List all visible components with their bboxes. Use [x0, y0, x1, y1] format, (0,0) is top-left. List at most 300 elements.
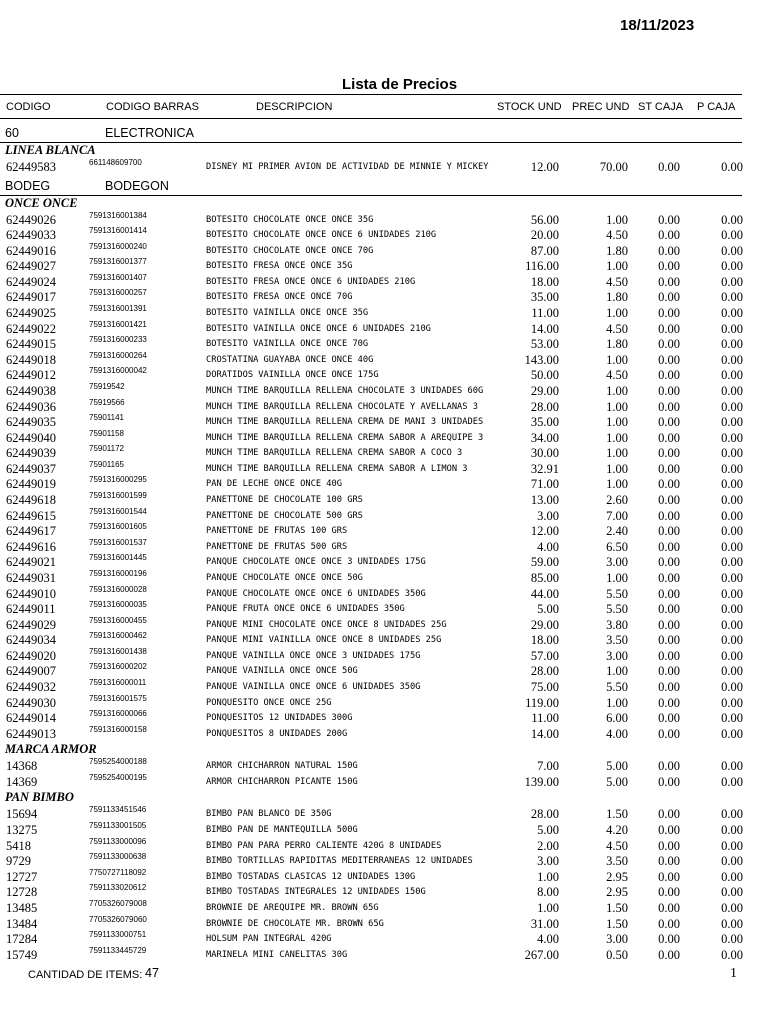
- item-code: 13485: [6, 900, 38, 915]
- item-stock-und: 29.00: [530, 617, 559, 632]
- item-code: 62449036: [6, 399, 56, 414]
- item-code: 62449020: [6, 648, 56, 663]
- item-st-caja: 0.00: [658, 602, 680, 617]
- col-header-descripcion: DESCRIPCION: [256, 101, 333, 113]
- item-prec-und: 3.50: [606, 633, 628, 648]
- item-st-caja: 0.00: [658, 586, 680, 601]
- item-p-caja: 0.00: [721, 337, 743, 352]
- item-st-caja: 0.00: [658, 321, 680, 336]
- item-prec-und: 4.50: [606, 368, 628, 383]
- item-description: PANETTONE DE FRUTAS 100 GRS: [206, 526, 348, 537]
- item-code: 5418: [6, 838, 31, 853]
- item-stock-und: 56.00: [530, 212, 559, 227]
- item-description: ARMOR CHICHARRON NATURAL 150G: [206, 761, 358, 772]
- item-description: BIMBO PAN DE MANTEQUILLA 500G: [206, 825, 358, 836]
- item-barcode: 661148609700: [89, 158, 142, 167]
- item-st-caja: 0.00: [658, 932, 680, 947]
- item-description: BIMBO TOSTADAS CLASICAS 12 UNIDADES 130G: [206, 871, 416, 882]
- item-code: 62449014: [6, 711, 56, 726]
- item-st-caja: 0.00: [658, 869, 680, 884]
- item-barcode: 7591316001384: [89, 210, 147, 220]
- item-prec-und: 4.50: [606, 228, 628, 243]
- item-st-caja: 0.00: [658, 274, 680, 289]
- item-prec-und: 1.80: [606, 290, 628, 305]
- item-prec-und: 1.00: [606, 352, 628, 367]
- item-count-value: 47: [145, 966, 159, 980]
- item-description: MUNCH TIME BARQUILLA RELLENA CREMA SABOR A AREQUIPE 3: [206, 432, 484, 443]
- item-st-caja: 0.00: [658, 664, 680, 679]
- item-p-caja: 0.00: [721, 807, 743, 822]
- item-description: PANETTONE DE CHOCOLATE 100 GRS: [206, 495, 363, 506]
- item-code: 14368: [6, 759, 38, 774]
- item-code: 62449021: [6, 555, 56, 570]
- item-prec-und: 4.50: [606, 838, 628, 853]
- item-barcode: 7591316001599: [89, 491, 147, 501]
- item-p-caja: 0.00: [721, 539, 743, 554]
- item-description: BOTESITO CHOCOLATE ONCE ONCE 6 UNIDADES 210G: [206, 230, 437, 241]
- item-code: 62449016: [6, 243, 56, 258]
- item-stock-und: 12.00: [530, 524, 559, 539]
- item-description: ARMOR CHICHARRON PICANTE 150G: [206, 776, 358, 787]
- report-date: 18/11/2023: [620, 17, 695, 34]
- item-description: PONQUESITOS 8 UNIDADES 200G: [206, 728, 348, 739]
- item-barcode: 7591316001421: [89, 319, 147, 329]
- table-row: [0, 321, 768, 337]
- item-code: 62449012: [6, 368, 56, 383]
- item-barcode: 7591133000751: [89, 930, 147, 940]
- item-st-caja: 0.00: [658, 711, 680, 726]
- item-stock-und: 18.00: [530, 274, 559, 289]
- item-description: PANQUE MINI VAINILLA ONCE ONCE 8 UNIDADES 25G: [206, 635, 442, 646]
- item-stock-und: 20.00: [530, 228, 559, 243]
- item-p-caja: 0.00: [721, 726, 743, 741]
- item-prec-und: 1.00: [606, 570, 628, 585]
- item-prec-und: 1.00: [606, 430, 628, 445]
- item-barcode: 7591316000202: [89, 662, 147, 672]
- item-description: BOTESITO FRESA ONCE ONCE 35G: [206, 261, 353, 272]
- item-st-caja: 0.00: [658, 352, 680, 367]
- item-prec-und: 1.80: [606, 337, 628, 352]
- item-description: PANQUE VAINILLA ONCE ONCE 50G: [206, 666, 358, 677]
- item-st-caja: 0.00: [658, 617, 680, 632]
- category-code: 60: [5, 126, 19, 140]
- item-prec-und: 1.00: [606, 695, 628, 710]
- item-st-caja: 0.00: [658, 900, 680, 915]
- item-barcode: 7591316001445: [89, 553, 147, 563]
- item-stock-und: 5.00: [537, 823, 559, 838]
- item-p-caja: 0.00: [721, 212, 743, 227]
- item-st-caja: 0.00: [658, 368, 680, 383]
- item-barcode: 7591316001377: [89, 257, 147, 267]
- item-stock-und: 116.00: [525, 259, 559, 274]
- item-description: BOTESITO VAINILLA ONCE ONCE 70G: [206, 339, 369, 350]
- item-barcode: 7591316001414: [89, 226, 147, 236]
- table-row: [0, 774, 768, 790]
- item-description: MUNCH TIME BARQUILLA RELLENA CHOCOLATE 3 UNIDADES 60G: [206, 385, 484, 396]
- table-row: [0, 159, 768, 175]
- item-stock-und: 1.00: [537, 869, 559, 884]
- item-prec-und: 70.00: [599, 160, 628, 174]
- item-code: 62449618: [6, 493, 56, 508]
- item-p-caja: 0.00: [721, 854, 743, 869]
- item-p-caja: 0.00: [721, 838, 743, 853]
- item-st-caja: 0.00: [658, 759, 680, 774]
- item-barcode: 7591316000042: [89, 366, 147, 376]
- item-st-caja: 0.00: [658, 290, 680, 305]
- item-st-caja: 0.00: [658, 259, 680, 274]
- item-stock-und: 143.00: [524, 352, 559, 367]
- item-code: 62449017: [6, 290, 56, 305]
- item-stock-und: 13.00: [530, 493, 559, 508]
- item-st-caja: 0.00: [658, 570, 680, 585]
- item-stock-und: 35.00: [530, 290, 559, 305]
- header-bottom-rule: [0, 118, 742, 119]
- item-code: 62449040: [6, 430, 56, 445]
- item-prec-und: 5.00: [606, 759, 628, 774]
- item-prec-und: 6.00: [606, 711, 628, 726]
- item-stock-und: 11.00: [531, 711, 559, 726]
- item-p-caja: 0.00: [721, 399, 743, 414]
- item-st-caja: 0.00: [658, 807, 680, 822]
- item-p-caja: 0.00: [721, 711, 743, 726]
- item-p-caja: 0.00: [721, 352, 743, 367]
- item-description: PANETTONE DE FRUTAS 500 GRS: [206, 541, 348, 552]
- item-stock-und: 11.00: [531, 306, 559, 321]
- item-st-caja: 0.00: [658, 228, 680, 243]
- item-description: MUNCH TIME BARQUILLA RELLENA CREMA DE MANI 3 UNIDADES: [206, 417, 484, 428]
- item-description: PANQUE MINI CHOCOLATE ONCE ONCE 8 UNIDADES 25G: [206, 619, 447, 630]
- item-st-caja: 0.00: [658, 446, 680, 461]
- item-p-caja: 0.00: [721, 430, 743, 445]
- item-p-caja: 0.00: [721, 947, 743, 962]
- item-prec-und: 4.20: [606, 823, 628, 838]
- item-prec-und: 5.00: [606, 774, 628, 789]
- item-st-caja: 0.00: [658, 383, 680, 398]
- item-description: DISNEY MI PRIMER AVION DE ACTIVIDAD DE MINNIE Y MICKEY: [206, 162, 489, 172]
- item-barcode: 7591133001505: [89, 821, 147, 831]
- item-p-caja: 0.00: [721, 477, 743, 492]
- item-barcode: 7591316000257: [89, 288, 147, 298]
- item-stock-und: 2.00: [537, 838, 559, 853]
- item-st-caja: 0.00: [658, 337, 680, 352]
- item-code: 13275: [6, 823, 38, 838]
- item-stock-und: 50.00: [530, 368, 559, 383]
- item-p-caja: 0.00: [721, 885, 743, 900]
- subgroup-header: ONCE ONCE: [5, 195, 78, 210]
- item-p-caja: 0.00: [721, 586, 743, 601]
- item-prec-und: 1.50: [606, 900, 628, 915]
- item-p-caja: 0.00: [721, 916, 743, 931]
- item-st-caja: 0.00: [658, 493, 680, 508]
- category-rule: [0, 142, 742, 143]
- item-stock-und: 8.00: [537, 885, 559, 900]
- item-stock-und: 32.91: [530, 461, 559, 476]
- item-code: 17284: [6, 932, 38, 947]
- item-stock-und: 75.00: [530, 679, 559, 694]
- item-stock-und: 53.00: [530, 337, 559, 352]
- item-st-caja: 0.00: [658, 695, 680, 710]
- item-stock-und: 28.00: [530, 399, 559, 414]
- item-prec-und: 3.00: [606, 932, 628, 947]
- item-barcode: 7705326079060: [89, 914, 147, 924]
- category-name: ELECTRONICA: [105, 126, 194, 140]
- item-st-caja: 0.00: [658, 415, 680, 430]
- category-code: BODEG: [5, 178, 51, 193]
- subgroup-header: LINEA BLANCA: [5, 143, 96, 157]
- item-description: PANQUE CHOCOLATE ONCE ONCE 50G: [206, 572, 363, 583]
- item-prec-und: 3.50: [606, 854, 628, 869]
- item-code: 62449024: [6, 274, 56, 289]
- item-barcode: 7591316001605: [89, 522, 147, 532]
- item-p-caja: 0.00: [721, 243, 743, 258]
- item-description: BIMBO TORTILLAS RAPIDITAS MEDITERRANEAS 12 UNIDADES: [206, 856, 473, 867]
- item-count-label: CANTIDAD DE ITEMS:: [28, 969, 143, 981]
- item-stock-und: 139.00: [524, 774, 559, 789]
- item-code: 62449037: [6, 461, 56, 476]
- item-stock-und: 3.00: [537, 508, 559, 523]
- item-stock-und: 14.00: [530, 321, 559, 336]
- item-description: BIMBO PAN PARA PERRO CALIENTE 420G 8 UNIDADES: [206, 840, 442, 851]
- item-p-caja: 0.00: [721, 368, 743, 383]
- item-stock-und: 28.00: [530, 664, 559, 679]
- item-stock-und: 18.00: [530, 633, 559, 648]
- item-st-caja: 0.00: [658, 838, 680, 853]
- item-p-caja: 0.00: [721, 259, 743, 274]
- item-barcode: 7750727118092: [89, 867, 147, 877]
- item-prec-und: 6.50: [606, 539, 628, 554]
- col-header-codigo-barras: CODIGO BARRAS: [106, 101, 199, 113]
- item-prec-und: 1.00: [606, 664, 628, 679]
- category-name: BODEGON: [105, 178, 169, 193]
- item-barcode: 7591316000233: [89, 335, 147, 345]
- item-st-caja: 0.00: [658, 679, 680, 694]
- item-prec-und: 2.95: [606, 885, 628, 900]
- item-description: MUNCH TIME BARQUILLA RELLENA CREMA SABOR A COCO 3: [206, 448, 463, 459]
- item-p-caja: 0.00: [721, 524, 743, 539]
- item-prec-und: 5.50: [606, 586, 628, 601]
- item-description: BOTESITO VAINILLA ONCE ONCE 35G: [206, 308, 369, 319]
- item-description: PAN DE LECHE ONCE ONCE 40G: [206, 479, 342, 490]
- item-barcode: 75901165: [89, 459, 124, 469]
- item-stock-und: 44.00: [530, 586, 559, 601]
- item-prec-und: 1.00: [606, 415, 628, 430]
- item-st-caja: 0.00: [658, 947, 680, 962]
- item-prec-und: 1.50: [606, 807, 628, 822]
- item-barcode: 7591316000011: [89, 677, 147, 687]
- item-code: 62449015: [6, 337, 56, 352]
- item-description: HOLSUM PAN INTEGRAL 420G: [206, 934, 332, 945]
- table-row: [0, 710, 768, 726]
- item-code: 12727: [6, 869, 38, 884]
- item-code: 62449027: [6, 259, 56, 274]
- item-description: BIMBO TOSTADAS INTEGRALES 12 UNIDADES 150G: [206, 887, 426, 898]
- item-prec-und: 1.00: [606, 306, 628, 321]
- item-prec-und: 4.50: [606, 274, 628, 289]
- item-prec-und: 1.00: [606, 259, 628, 274]
- item-prec-und: 2.40: [606, 524, 628, 539]
- item-code: 62449025: [6, 306, 56, 321]
- item-barcode: 75919566: [89, 397, 125, 407]
- item-barcode: 7591316000295: [89, 475, 147, 485]
- item-code: 14369: [6, 774, 38, 789]
- item-barcode: 75901172: [89, 444, 124, 454]
- item-barcode: 7705326079008: [89, 898, 147, 908]
- item-code: 62449007: [6, 664, 56, 679]
- item-description: CROSTATINA GUAYABA ONCE ONCE 40G: [206, 354, 374, 365]
- item-prec-und: 1.00: [606, 461, 628, 476]
- item-code: 62449031: [6, 570, 56, 585]
- report-title: Lista de Precios: [342, 76, 458, 93]
- item-stock-und: 57.00: [530, 648, 559, 663]
- item-st-caja: 0.00: [658, 160, 680, 174]
- item-description: BIMBO PAN BLANCO DE 350G: [206, 809, 332, 820]
- item-p-caja: 0.00: [721, 274, 743, 289]
- item-code: 62449030: [6, 695, 56, 710]
- item-stock-und: 7.00: [537, 759, 559, 774]
- item-barcode: 7591316001537: [89, 537, 147, 547]
- item-prec-und: 1.00: [606, 212, 628, 227]
- item-p-caja: 0.00: [721, 869, 743, 884]
- item-stock-und: 71.00: [530, 477, 559, 492]
- item-description: MUNCH TIME BARQUILLA RELLENA CHOCOLATE Y AVELLANAS 3: [206, 401, 478, 412]
- item-stock-und: 4.00: [537, 932, 559, 947]
- item-prec-und: 0.50: [606, 947, 628, 962]
- table-row: [0, 726, 768, 742]
- item-description: BROWNIE DE AREQUIPE MR. BROWN 65G: [206, 902, 379, 913]
- item-stock-und: 267.00: [524, 947, 559, 962]
- item-code: 62449038: [6, 383, 56, 398]
- header-top-rule: [0, 94, 742, 95]
- table-row: [0, 947, 768, 963]
- item-prec-und: 2.95: [606, 869, 628, 884]
- item-description: BOTESITO FRESA ONCE ONCE 70G: [206, 292, 353, 303]
- item-st-caja: 0.00: [658, 854, 680, 869]
- item-prec-und: 1.50: [606, 916, 628, 931]
- item-code: 62449583: [6, 160, 56, 174]
- item-prec-und: 3.00: [606, 555, 628, 570]
- item-p-caja: 0.00: [721, 900, 743, 915]
- item-stock-und: 87.00: [530, 243, 559, 258]
- item-description: PANQUE FRUTA ONCE ONCE 6 UNIDADES 350G: [206, 604, 405, 615]
- item-stock-und: 59.00: [530, 555, 559, 570]
- item-description: BOTESITO FRESA ONCE ONCE 6 UNIDADES 210G: [206, 276, 416, 287]
- item-st-caja: 0.00: [658, 508, 680, 523]
- item-barcode: 7591316000028: [89, 584, 147, 594]
- item-p-caja: 0.00: [721, 759, 743, 774]
- item-description: PANETTONE DE CHOCOLATE 500 GRS: [206, 510, 363, 521]
- item-p-caja: 0.00: [721, 932, 743, 947]
- item-barcode: 7591133020612: [89, 883, 147, 893]
- item-stock-und: 30.00: [530, 446, 559, 461]
- item-code: 15694: [6, 807, 38, 822]
- item-description: BROWNIE DE CHOCOLATE MR. BROWN 65G: [206, 918, 384, 929]
- item-st-caja: 0.00: [658, 430, 680, 445]
- item-code: 62449013: [6, 726, 56, 741]
- item-description: MARINELA MINI CANELITAS 30G: [206, 949, 348, 960]
- item-p-caja: 0.00: [721, 679, 743, 694]
- item-p-caja: 0.00: [721, 508, 743, 523]
- item-p-caja: 0.00: [721, 570, 743, 585]
- item-p-caja: 0.00: [721, 555, 743, 570]
- col-header-stock-und: STOCK UND: [497, 101, 562, 113]
- item-prec-und: 4.50: [606, 321, 628, 336]
- item-barcode: 7591316000066: [89, 709, 147, 719]
- item-p-caja: 0.00: [721, 415, 743, 430]
- item-barcode: 7591133451546: [89, 805, 147, 815]
- item-st-caja: 0.00: [658, 212, 680, 227]
- item-stock-und: 5.00: [537, 602, 559, 617]
- item-barcode: 7591133445729: [89, 945, 147, 955]
- item-st-caja: 0.00: [658, 243, 680, 258]
- item-barcode: 7591316001544: [89, 506, 147, 516]
- table-row: [0, 570, 768, 586]
- item-description: BOTESITO VAINILLA ONCE ONCE 6 UNIDADES 210G: [206, 323, 431, 334]
- item-code: 62449615: [6, 508, 56, 523]
- item-description: PONQUESITO ONCE ONCE 25G: [206, 697, 332, 708]
- item-barcode: 7591133000096: [89, 836, 147, 846]
- item-stock-und: 34.00: [530, 430, 559, 445]
- item-code: 62449011: [6, 602, 56, 617]
- item-p-caja: 0.00: [721, 290, 743, 305]
- item-description: DORATIDOS VAINILLA ONCE ONCE 175G: [206, 370, 379, 381]
- item-prec-und: 1.00: [606, 446, 628, 461]
- item-st-caja: 0.00: [658, 524, 680, 539]
- item-st-caja: 0.00: [658, 916, 680, 931]
- item-barcode: 7595254000195: [89, 772, 147, 782]
- item-stock-und: 31.00: [530, 916, 559, 931]
- item-prec-und: 1.00: [606, 399, 628, 414]
- item-code: 62449039: [6, 446, 56, 461]
- item-barcode: 7591316001407: [89, 272, 147, 282]
- item-prec-und: 5.50: [606, 679, 628, 694]
- item-barcode: 7591316000240: [89, 241, 147, 251]
- item-barcode: 7591316000035: [89, 600, 147, 610]
- col-header-p-caja: P CAJA: [697, 101, 736, 113]
- subgroup-header: MARCA ARMOR: [5, 742, 97, 757]
- col-header-prec-und: PREC UND: [572, 101, 630, 113]
- item-code: 62449032: [6, 679, 56, 694]
- item-description: BOTESITO CHOCOLATE ONCE ONCE 70G: [206, 245, 374, 256]
- item-p-caja: 0.00: [721, 602, 743, 617]
- item-code: 62449022: [6, 321, 56, 336]
- col-header-st-caja: ST CAJA: [638, 101, 684, 113]
- item-st-caja: 0.00: [658, 555, 680, 570]
- item-st-caja: 0.00: [658, 461, 680, 476]
- item-p-caja: 0.00: [721, 493, 743, 508]
- item-description: PANQUE VAINILLA ONCE ONCE 6 UNIDADES 350G: [206, 681, 421, 692]
- item-p-caja: 0.00: [721, 823, 743, 838]
- item-stock-und: 119.00: [525, 695, 559, 710]
- item-st-caja: 0.00: [658, 823, 680, 838]
- item-description: BOTESITO CHOCOLATE ONCE ONCE 35G: [206, 214, 374, 225]
- item-barcode: 7595254000188: [89, 757, 147, 767]
- category-rule: [0, 195, 742, 196]
- item-p-caja: 0.00: [721, 383, 743, 398]
- item-st-caja: 0.00: [658, 648, 680, 663]
- item-code: 62449010: [6, 586, 56, 601]
- item-barcode: 7591316000264: [89, 350, 147, 360]
- item-description: MUNCH TIME BARQUILLA RELLENA CREMA SABOR A LIMON 3: [206, 463, 468, 474]
- item-code: 13484: [6, 916, 38, 931]
- item-prec-und: 4.00: [606, 726, 628, 741]
- item-stock-und: 12.00: [530, 160, 559, 174]
- item-barcode: 7591316000455: [89, 615, 147, 625]
- item-description: PANQUE VAINILLA ONCE ONCE 3 UNIDADES 175G: [206, 650, 421, 661]
- item-p-caja: 0.00: [721, 695, 743, 710]
- item-p-caja: 0.00: [721, 633, 743, 648]
- item-barcode: 7591316000196: [89, 568, 147, 578]
- col-header-codigo: CODIGO: [6, 101, 51, 113]
